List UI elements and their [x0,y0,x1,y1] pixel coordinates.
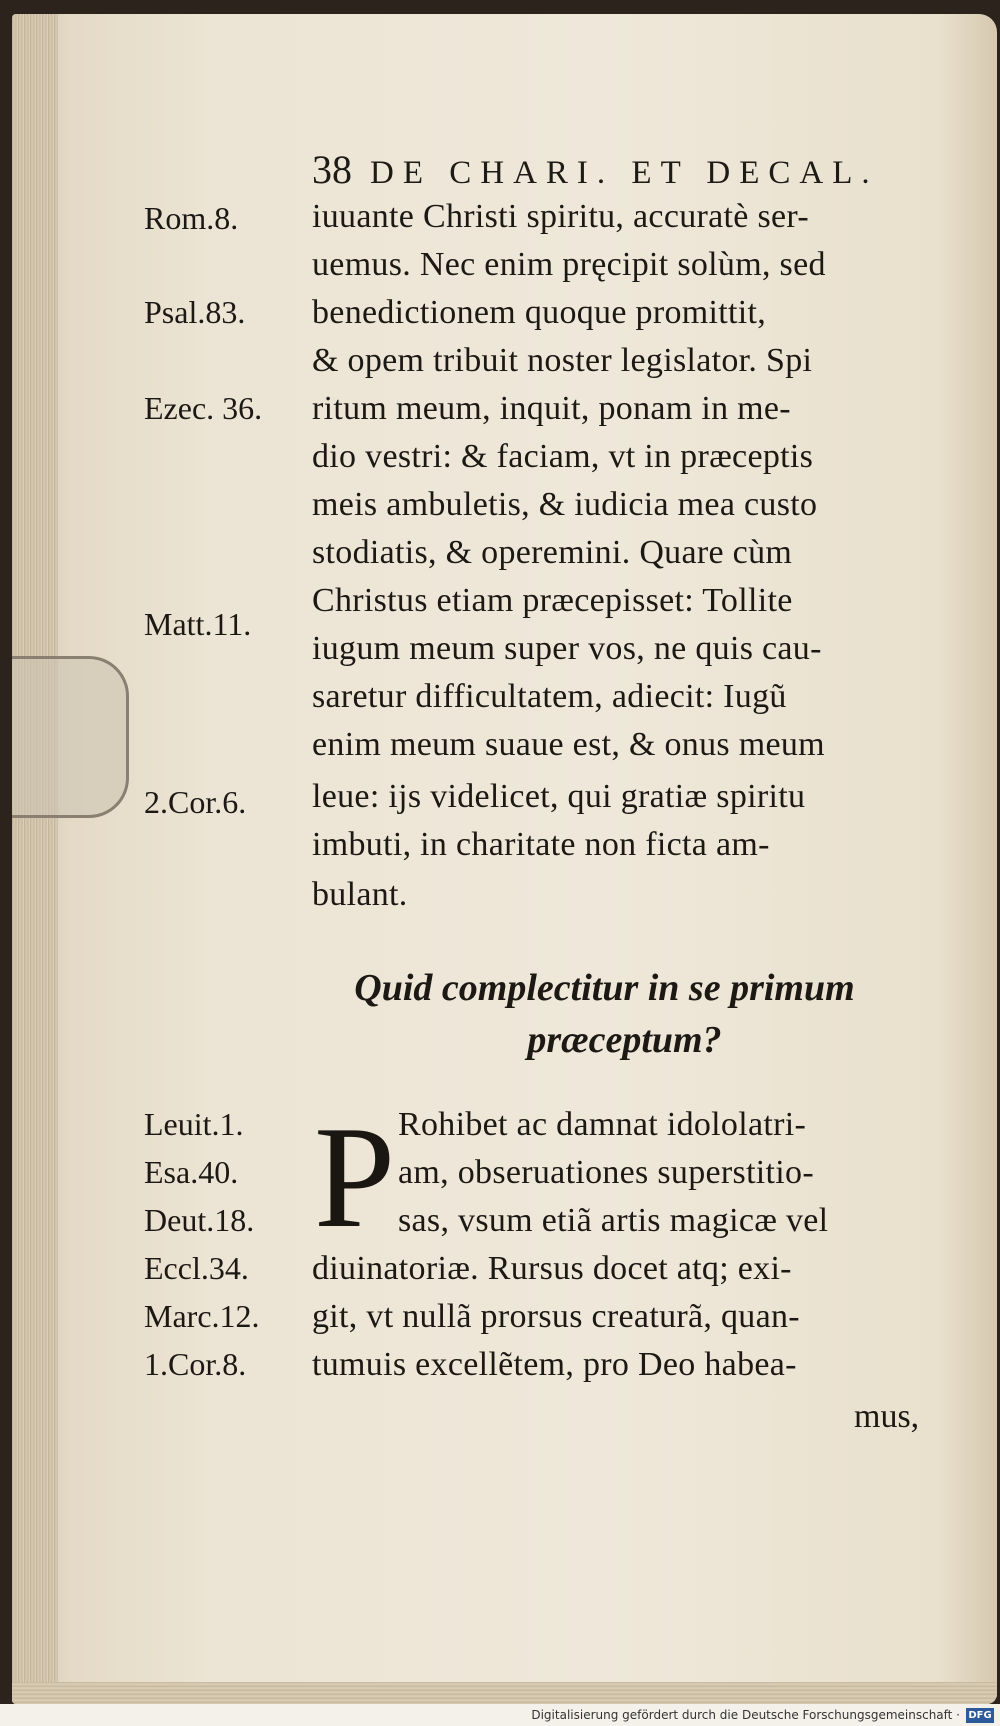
section-question: Quid complectitur in se primum [354,967,855,1009]
body-line: & opem tribuit noster legislator. Spi [312,342,813,379]
book-page [12,14,997,1704]
drop-cap: P [314,1096,396,1258]
margin-note: Marc.12. [144,1298,260,1334]
body-line: bulant. [312,876,408,913]
margin-note: Deut.18. [144,1202,255,1238]
footer-bar [0,1704,1000,1726]
margin-note: Ezec. 36. [144,390,263,426]
bottom-page-edges [12,1682,997,1704]
answer-line: Rohibet ac damnat idololatri- [398,1106,807,1143]
bookmark-tab [12,656,129,818]
answer-line: am, obseruationes superstitio- [398,1154,814,1191]
body-line: saretur difficultatem, adiecit: Iugũ [312,678,787,715]
section-question: præceptum? [527,1019,722,1061]
page-number: 38 [312,147,352,192]
body-line: benedictionem quoque promittit, [312,294,767,331]
body-line: Christus etiam præcepisset: Tollite [312,582,793,619]
body-line: iugum meum super vos, ne quis cau- [312,630,822,667]
body-line: dio vestri: & faciam, vt in præceptis [312,438,814,475]
body-line: imbuti, in charitate non ficta am- [312,826,770,863]
answer-line: diuinatoriæ. Rursus docet atq; exi- [312,1250,792,1287]
body-line: leue: ijs videlicet, qui gratiæ spiritu [312,778,806,815]
body-line: iuuante Christi spiritu, accuratè ser- [312,198,809,235]
margin-note: Leuit.1. [144,1106,244,1142]
dfg-logo: DFG [966,1708,994,1723]
digitization-credit: Digitalisierung gefördert durch die Deutsche Forschungsgemeinschaft · [531,1708,960,1722]
answer-line: tumuis excellẽtem, pro Deo habea- [312,1346,797,1383]
margin-note: Matt.11. [144,606,252,642]
running-title: DE CHARI. ET DECAL. [370,155,879,191]
margin-note: 1.Cor.8. [144,1346,247,1382]
body-line: meis ambuletis, & iudicia mea custo [312,486,818,523]
body-line: uemus. Nec enim pręcipit solùm, sed [312,246,826,283]
page-edges [12,14,58,1704]
body-line: ritum meum, inquit, ponam in me- [312,390,791,427]
margin-note: Psal.83. [144,294,246,330]
answer-line: sas, vsum etiã artis magicæ vel [398,1202,829,1239]
body-line: enim meum suaue est, & onus meum [312,726,825,763]
catchword: mus, [854,1398,920,1435]
margin-note: Esa.40. [144,1154,239,1190]
answer-line: git, vt nullã prorsus creaturã, quan- [312,1298,800,1335]
margin-note: Rom.8. [144,200,239,236]
running-header [312,146,952,193]
margin-note: Eccl.34. [144,1250,249,1286]
margin-note: 2.Cor.6. [144,784,247,820]
body-line: stodiatis, & operemini. Quare cùm [312,534,793,571]
